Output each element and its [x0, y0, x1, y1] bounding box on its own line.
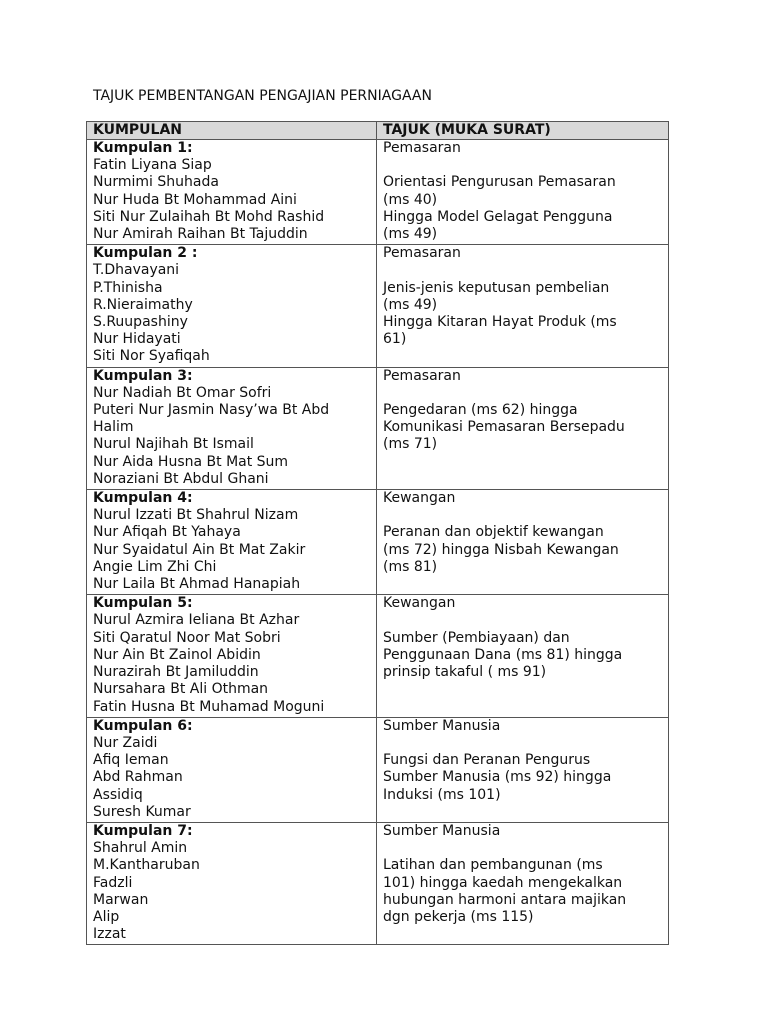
- subject-label: Sumber Manusia: [383, 822, 501, 839]
- subject-label: Sumber Manusia: [383, 717, 501, 734]
- member-name: Angie Lim Zhi Chi: [93, 558, 217, 575]
- member-name: Nurul Najihah Bt Ismail: [93, 436, 254, 453]
- member-name: M.Kantharuban: [93, 857, 200, 874]
- topic-text: (ms 81): [383, 558, 438, 575]
- topic-text: Pengedaran (ms 62) hingga: [383, 402, 578, 419]
- member-name: Nur Huda Bt Mohammad Aini: [93, 191, 297, 208]
- subject-label: Kewangan: [383, 595, 456, 612]
- topic-cell: [377, 367, 669, 489]
- member-name: Fatin Liyana Siap: [93, 157, 212, 174]
- topic-cell: [377, 595, 669, 717]
- presentation-table: [86, 121, 669, 945]
- topic-text: 101) hingga kaedah mengekalkan: [383, 874, 623, 891]
- spacer-line: [383, 157, 664, 174]
- spacer-line: [383, 507, 664, 524]
- group-label: Kumpulan 2 :: [93, 245, 198, 262]
- topic-column-header: TAJUK (MUKA SURAT): [377, 122, 669, 140]
- member-name: Izzat: [93, 926, 126, 943]
- member-name: Nur Zaidi: [93, 734, 158, 751]
- member-name: Nur Amirah Raihan Bt Tajuddin: [93, 226, 308, 243]
- table-row: [87, 367, 669, 489]
- member-name: S.Ruupashiny: [93, 314, 188, 331]
- member-name: Shahrul Amin: [93, 840, 188, 857]
- table-row: [87, 822, 669, 944]
- topic-cell: [377, 717, 669, 822]
- member-name: Nurmimi Shuhada: [93, 174, 219, 191]
- group-cell: [87, 245, 377, 367]
- topic-text: Jenis-jenis keputusan pembelian: [383, 279, 610, 296]
- member-name: Nurul Azmira Ieliana Bt Azhar: [93, 612, 300, 629]
- member-name: Suresh Kumar: [93, 803, 191, 820]
- spacer-line: [383, 840, 664, 857]
- table-row: [87, 490, 669, 595]
- topic-text: (ms 49): [383, 226, 438, 242]
- member-name: Nurul Izzati Bt Shahrul Nizam: [93, 507, 299, 524]
- group-label: Kumpulan 3:: [93, 367, 193, 384]
- member-name: T.Dhavayani: [93, 262, 180, 279]
- document-title: TAJUK PEMBENTANGAN PENGAJIAN PERNIAGAAN: [93, 88, 432, 104]
- topic-text: Sumber Manusia (ms 92) hingga: [383, 769, 612, 786]
- member-name: Assidiq: [93, 786, 143, 803]
- topic-text: Hingga Model Gelagat Pengguna: [383, 208, 613, 225]
- topic-text: Komunikasi Pemasaran Bersepadu: [383, 419, 625, 436]
- table-row: [87, 245, 669, 367]
- subject-label: Pemasaran: [383, 140, 461, 156]
- group-column-header: KUMPULAN: [87, 122, 377, 140]
- member-name: Alip: [93, 908, 120, 925]
- member-name: Nur Ain Bt Zainol Abidin: [93, 646, 261, 663]
- group-cell: [87, 822, 377, 944]
- topic-cell: [377, 490, 669, 595]
- member-name: Nur Aida Husna Bt Mat Sum: [93, 453, 289, 470]
- group-cell: [87, 595, 377, 717]
- member-name: P.Thinisha: [93, 279, 163, 296]
- topic-text: Fungsi dan Peranan Pengurus: [383, 752, 591, 769]
- spacer-line: [383, 735, 664, 752]
- table-body: [87, 140, 669, 945]
- group-cell: [87, 140, 377, 245]
- member-name: Afiq Ieman: [93, 752, 169, 769]
- member-name: R.Nieraimathy: [93, 296, 193, 313]
- member-name: Nur Afiqah Bt Yahaya: [93, 524, 241, 541]
- spacer-line: [383, 612, 664, 629]
- member-name: Nur Laila Bt Ahmad Hanapiah: [93, 576, 301, 593]
- member-name: Puteri Nur Jasmin Nasy’wa Bt Abd: [93, 402, 330, 419]
- member-name: Abd Rahman: [93, 769, 183, 786]
- member-name: Fatin Husna Bt Muhamad Moguni: [93, 698, 325, 715]
- member-name: Marwan: [93, 891, 149, 908]
- group-cell: [87, 717, 377, 822]
- member-name: Siti Nur Zulaihah Bt Mohd Rashid: [93, 208, 325, 225]
- topic-text: Induksi (ms 101): [383, 786, 501, 803]
- topic-cell: [377, 245, 669, 367]
- member-name: Siti Qaratul Noor Mat Sobri: [93, 629, 281, 646]
- spacer-line: [383, 262, 664, 279]
- member-name: Nur Hidayati: [93, 331, 181, 348]
- topic-text: hubungan harmoni antara majikan: [383, 891, 627, 908]
- table-header-row: [87, 122, 669, 140]
- group-cell: [87, 367, 377, 489]
- member-name: Nur Nadiah Bt Omar Sofri: [93, 384, 272, 401]
- member-name: Halim: [93, 419, 134, 436]
- member-name: Siti Nor Syafiqah: [93, 348, 210, 365]
- topic-text: Latihan dan pembangunan (ms: [383, 857, 603, 874]
- topic-text: (ms 71): [383, 436, 438, 453]
- topic-text: dgn pekerja (ms 115): [383, 908, 534, 925]
- topic-cell: [377, 822, 669, 944]
- topic-text: Sumber (Pembiayaan) dan: [383, 629, 570, 646]
- subject-label: Kewangan: [383, 490, 456, 507]
- topic-text: Orientasi Pengurusan Pemasaran: [383, 174, 616, 191]
- spacer-line: [383, 385, 664, 402]
- topic-text: prinsip takaful ( ms 91): [383, 664, 547, 681]
- member-name: Nurazirah Bt Jamiluddin: [93, 664, 259, 681]
- table-row: [87, 595, 669, 717]
- topic-text: Penggunaan Dana (ms 81) hingga: [383, 646, 623, 663]
- subject-label: Pemasaran: [383, 245, 461, 262]
- topic-text: Hingga Kitaran Hayat Produk (ms: [383, 314, 617, 331]
- group-label: Kumpulan 5:: [93, 595, 193, 612]
- member-name: Noraziani Bt Abdul Ghani: [93, 470, 269, 487]
- table-row: [87, 717, 669, 822]
- member-name: Nur Syaidatul Ain Bt Mat Zakir: [93, 541, 306, 558]
- topic-text: (ms 49): [383, 296, 438, 313]
- topic-text: (ms 72) hingga Nisbah Kewangan: [383, 541, 619, 558]
- group-label: Kumpulan 4:: [93, 490, 193, 507]
- topic-text: Peranan dan objektif kewangan: [383, 524, 604, 541]
- member-name: Nursahara Bt Ali Othman: [93, 681, 269, 698]
- group-label: Kumpulan 7:: [93, 822, 193, 839]
- topic-text: 61): [383, 331, 407, 348]
- table-row: [87, 140, 669, 245]
- member-name: Fadzli: [93, 874, 133, 891]
- subject-label: Pemasaran: [383, 367, 461, 384]
- group-cell: [87, 490, 377, 595]
- group-label: Kumpulan 6:: [93, 717, 193, 734]
- group-label: Kumpulan 1:: [93, 140, 193, 156]
- topic-text: (ms 40): [383, 191, 438, 208]
- topic-cell: [377, 140, 669, 245]
